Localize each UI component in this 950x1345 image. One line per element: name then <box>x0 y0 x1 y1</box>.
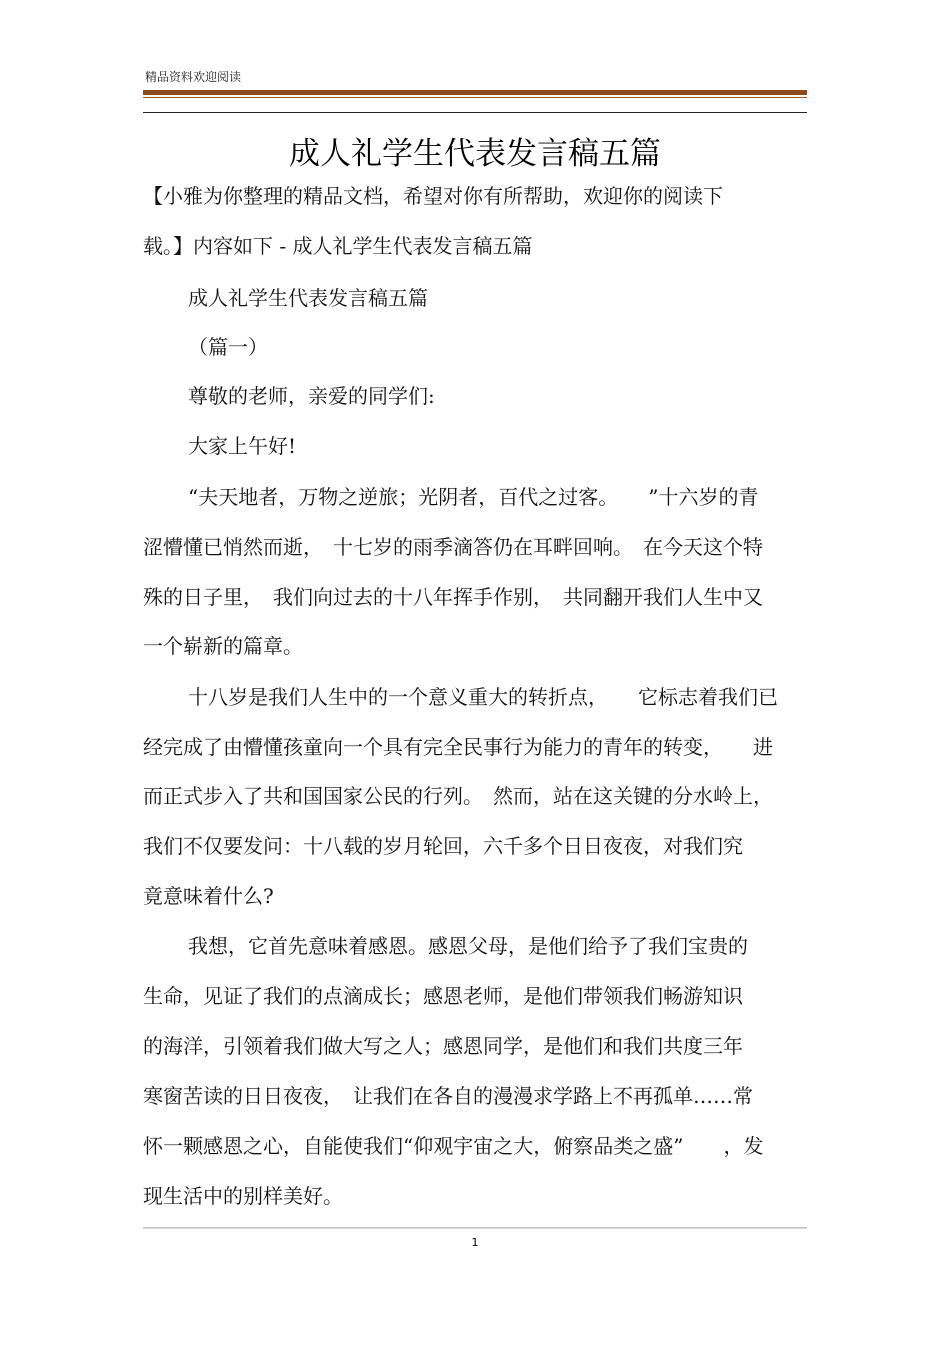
paragraph-line: 而正式步入了共和国国家公民的行列。 然而，站在这关键的分水岭上， <box>143 784 773 808</box>
subtitle-line: 成人礼学生代表发言稿五篇 <box>188 286 428 310</box>
section-label: （篇一） <box>188 335 268 359</box>
paragraph-line: 我们不仅要发问：十八载的岁月轮回，六千多个日日夜夜，对我们究 <box>143 834 743 858</box>
intro-line-1: 【小雅为你整理的精品文档，希望对你有所帮助，欢迎你的阅读下 <box>143 184 723 208</box>
greeting: 大家上午好! <box>188 434 297 458</box>
paragraph-line: 十八岁是我们人生中的一个意义重大的转折点， 它标志着我们已 <box>188 685 778 709</box>
salutation: 尊敬的老师，亲爱的同学们: <box>188 384 435 408</box>
header-rule-bottom <box>143 112 807 113</box>
paragraph-line: 寒窗苦读的日日夜夜， 让我们在各自的漫漫求学路上不再孤单……常 <box>143 1084 753 1108</box>
page-number: 1 <box>471 1236 479 1249</box>
paragraph-line: 经完成了由懵懂孩童向一个具有完全民事行为能力的青年的转变， 进 <box>143 735 773 759</box>
document-title: 成人礼学生代表发言稿五篇 <box>289 136 661 172</box>
paragraph-line: “夫天地者，万物之逆旅；光阴者，百代之过客。 ”十六岁的青 <box>188 485 759 509</box>
paragraph-line: 一个崭新的篇章。 <box>143 634 303 658</box>
footer-rule <box>143 1227 807 1229</box>
paragraph-line: 怀一颗感恩之心，自能使我们“仰观宇宙之大，俯察品类之盛” ，发 <box>143 1134 764 1158</box>
header-text: 精品资料欢迎阅读 <box>145 70 242 84</box>
paragraph-line: 涩懵懂已悄然而逝， 十七岁的雨季滴答仍在耳畔回响。 在今天这个特 <box>143 535 763 559</box>
header-rule-thin <box>143 97 807 98</box>
paragraph-line: 的海洋，引领着我们做大写之人；感恩同学，是他们和我们共度三年 <box>143 1034 743 1058</box>
header-rule-thick <box>143 90 807 95</box>
paragraph-line: 我想，它首先意味着感恩。感恩父母，是他们给予了我们宝贵的 <box>188 934 748 958</box>
intro-line-2: 载。】内容如下 - 成人礼学生代表发言稿五篇 <box>143 234 533 258</box>
paragraph-line: 殊的日子里， 我们向过去的十八年挥手作别， 共同翻开我们人生中又 <box>143 585 763 609</box>
paragraph-line: 竟意味着什么? <box>143 884 274 908</box>
paragraph-line: 现生活中的别样美好。 <box>143 1184 343 1208</box>
paragraph-line: 生命，见证了我们的点滴成长；感恩老师，是他们带领我们畅游知识 <box>143 984 743 1008</box>
